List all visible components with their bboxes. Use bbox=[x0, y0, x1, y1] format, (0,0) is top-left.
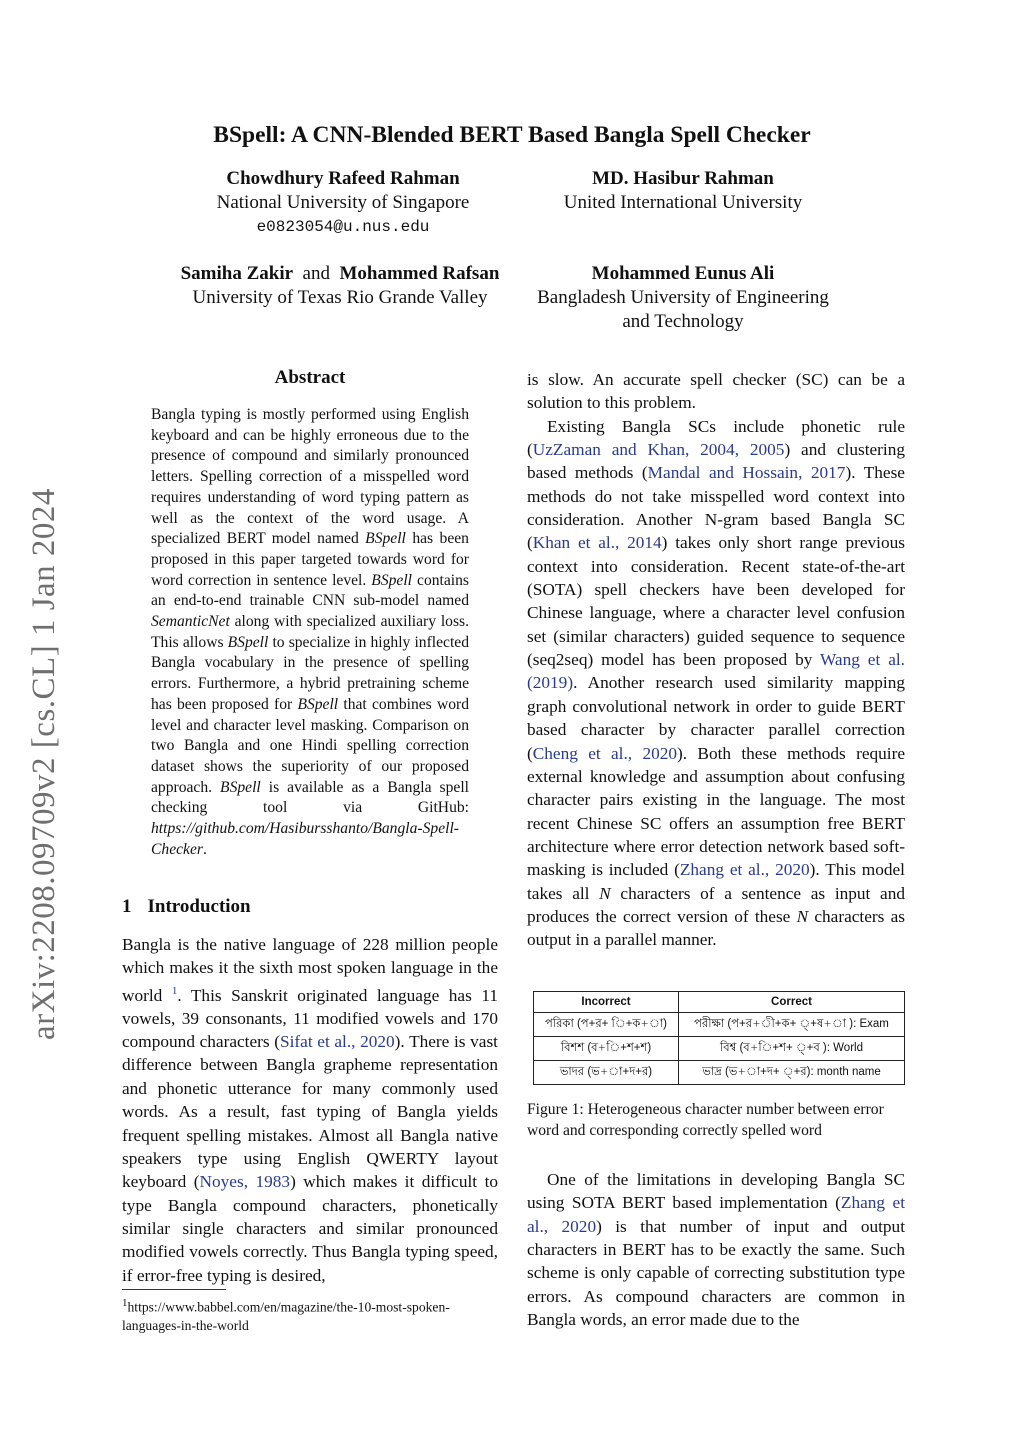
table-cell: পরিকা (প+র+ ি+ক+া) bbox=[534, 1013, 679, 1037]
paragraph: Existing Bangla SCs include phonetic rule (UzZaman and Khan, 2004, 2005) and clustering based methods (Mandal and Hossain, 2017). These methods do not take misspelled word context into consideration. Another N-gram based Bangla SC (Khan et al., 2014) takes only short range previous context into consideration. Recent state-of-the-art (SOTA) spell checkers have been developed for Chinese language, where a character level confusion set (similar characters) guided sequence to sequence (seq2seq) model has been proposed by Wang et al. (2019). Another research used similarity mapping graph convolutional network in order to guide BERT based character by character parallel correction (Cheng et al., 2020). Both these methods require external knowledge and assumption about confusing character pairs existing in the language. The most recent Chinese SC offers an assumption free BERT architecture where error detection network based soft-masking is included (Zhang et al., 2020). This model takes all N characters of a sentence as input and produces the correct version of these N characters as output in a parallel manner. bbox=[527, 416, 906, 950]
author-name: Chowdhury Rafeed Rahman bbox=[226, 168, 460, 189]
figure-1-table bbox=[533, 991, 905, 1085]
table-cell: বিশশ (ব+ি+শ+শ) bbox=[534, 1037, 679, 1061]
right-column-text bbox=[527, 368, 905, 952]
author-affiliation: Bangladesh University of Engineering bbox=[537, 287, 829, 308]
author-block-4 bbox=[520, 262, 846, 334]
author-block-1 bbox=[180, 167, 506, 239]
intro-paragraph: Bangla is the native language of 228 million people which makes it the sixth most spoken language in the world $^1$. This Sanskrit originated language has 11 vowels, 39 consonants, 11 modified vowels and 170 compound characters (Sifat et al., 2020). There is vast difference between Bangla grapheme representation and phonetic utterance for many commonly used words. As a result, fast typing of Bangla yields frequent spelling mistakes. Almost all Bangla native speakers type using English QWERTY layout keyboard (Noyes, 1983) which makes it difficult to type Bangla compound characters, phonetically similar single characters and similar pronounced modified vowels correctly. Thus Bangla typing speed, if error-free typing is desired, bbox=[122, 935, 499, 1285]
author-affiliation: University of Texas Rio Grande Valley bbox=[192, 287, 488, 308]
citation-link[interactable]: Sifat et al., 2020 bbox=[280, 1032, 395, 1052]
table-cell: ভাদ্র (ভ+া+দ+ ্+র): month name bbox=[679, 1061, 905, 1085]
github-link[interactable]: https://github.com/Hasibursshanto/Bangla-Spell-Checker bbox=[151, 820, 459, 858]
citation-link[interactable]: UzZaman and Khan, 2004, 2005 bbox=[532, 440, 785, 460]
figure-caption: Figure 1: Heterogeneous character number between error word and corresponding correctly spelled word bbox=[527, 1101, 884, 1139]
citation-link[interactable]: Khan et al., 2014 bbox=[532, 533, 662, 553]
table-cell: ভাদর (ভ+া+দ+র) bbox=[534, 1061, 679, 1085]
author-affiliation: United International University bbox=[563, 192, 803, 213]
citation-link[interactable]: Cheng et al., 2020 bbox=[532, 743, 678, 763]
author-block-3 bbox=[150, 262, 530, 310]
paper-title: BSpell: A CNN-Blended BERT Based Bangla Spell Checker bbox=[213, 122, 811, 148]
author-name: Samiha Zakir bbox=[180, 263, 294, 284]
footnote-mark[interactable]: 1 bbox=[171, 984, 178, 997]
paragraph: is slow. An accurate spell checker (SC) can be a solution to this problem. bbox=[527, 370, 905, 413]
footnote: $^1$https://www.babbel.com/en/magazine/the-10-most-spoken-languages-in-the-world bbox=[122, 1297, 450, 1333]
author-name: Mohammed Eunus Ali bbox=[591, 263, 775, 284]
table-cell: পরীক্ষা (প+র+ী+ক+ ্+ষ+া ): Exam bbox=[679, 1013, 905, 1037]
author-email[interactable]: e0823054@u.nus.edu bbox=[256, 218, 430, 236]
table-header: Correct bbox=[679, 992, 905, 1013]
abstract-heading: Abstract bbox=[274, 367, 346, 388]
section-heading: 1 Introduction bbox=[122, 896, 251, 917]
paragraph: One of the limitations in developing Bangla SC using SOTA BERT based implementation (Zhang et al., 2020) is that number of input and output characters in BERT has to be exactly the same. Such scheme is only capable of correcting substitution type errors. As compound characters are common in Bangla words, an error made due to the bbox=[527, 1170, 905, 1330]
author-affiliation: and Technology bbox=[622, 311, 744, 332]
footnote-rule bbox=[122, 1289, 226, 1290]
table-row bbox=[534, 1013, 905, 1037]
citation-link[interactable]: Wang et al. (2019) bbox=[527, 650, 905, 693]
table-header: Incorrect bbox=[534, 992, 679, 1013]
author-affiliation: National University of Singapore bbox=[216, 192, 470, 213]
abstract-text: Bangla typing is mostly performed using English keyboard and can be highly erroneous due to the presence of compound and similarly pronounced letters. Spelling correction of a misspelled word requires understanding of word typing pattern as well as the context of the word usage. A specialized BERT model named BSpell has been proposed in this paper targeted towards word for word correction in sentence level. BSpell contains an end-to-end trainable CNN sub-model named SemanticNet along with specialized auxiliary loss. This allows BSpell to specialize in highly inflected Bangla vocabulary in the presence of spelling errors. Furthermore, a hybrid pretraining scheme has been proposed for BSpell that combines word level and character level masking. Comparison on two Bangla and one Hindi spelling correction dataset shows the superiority of our proposed approach. BSpell is available as a Bangla spell checking tool via GitHub: https://github.com/Hasibursshanto/Bangla-Spell-Checker. bbox=[151, 406, 469, 858]
table-row bbox=[534, 1061, 905, 1085]
author-name: Mohammed Rafsan bbox=[339, 263, 500, 284]
citation-link[interactable]: Noyes, 1983 bbox=[199, 1172, 291, 1192]
arxiv-sidebar: arXiv:2208.09709v2 [cs.CL] 1 Jan 2024 bbox=[26, 488, 62, 1040]
right-column-text-2 bbox=[527, 1168, 905, 1331]
author-block-2 bbox=[520, 167, 846, 215]
author-and: and bbox=[302, 263, 330, 284]
citation-link[interactable]: Zhang et al., 2020 bbox=[527, 1193, 905, 1236]
table-cell: বিশ্ব (ব+ি+শ+ ্+ব ): World bbox=[679, 1037, 905, 1061]
author-name: MD. Hasibur Rahman bbox=[592, 168, 774, 189]
citation-link[interactable]: Zhang et al., 2020 bbox=[679, 860, 810, 880]
table-row bbox=[534, 1037, 905, 1061]
citation-link[interactable]: Mandal and Hossain, 2017 bbox=[647, 463, 846, 483]
